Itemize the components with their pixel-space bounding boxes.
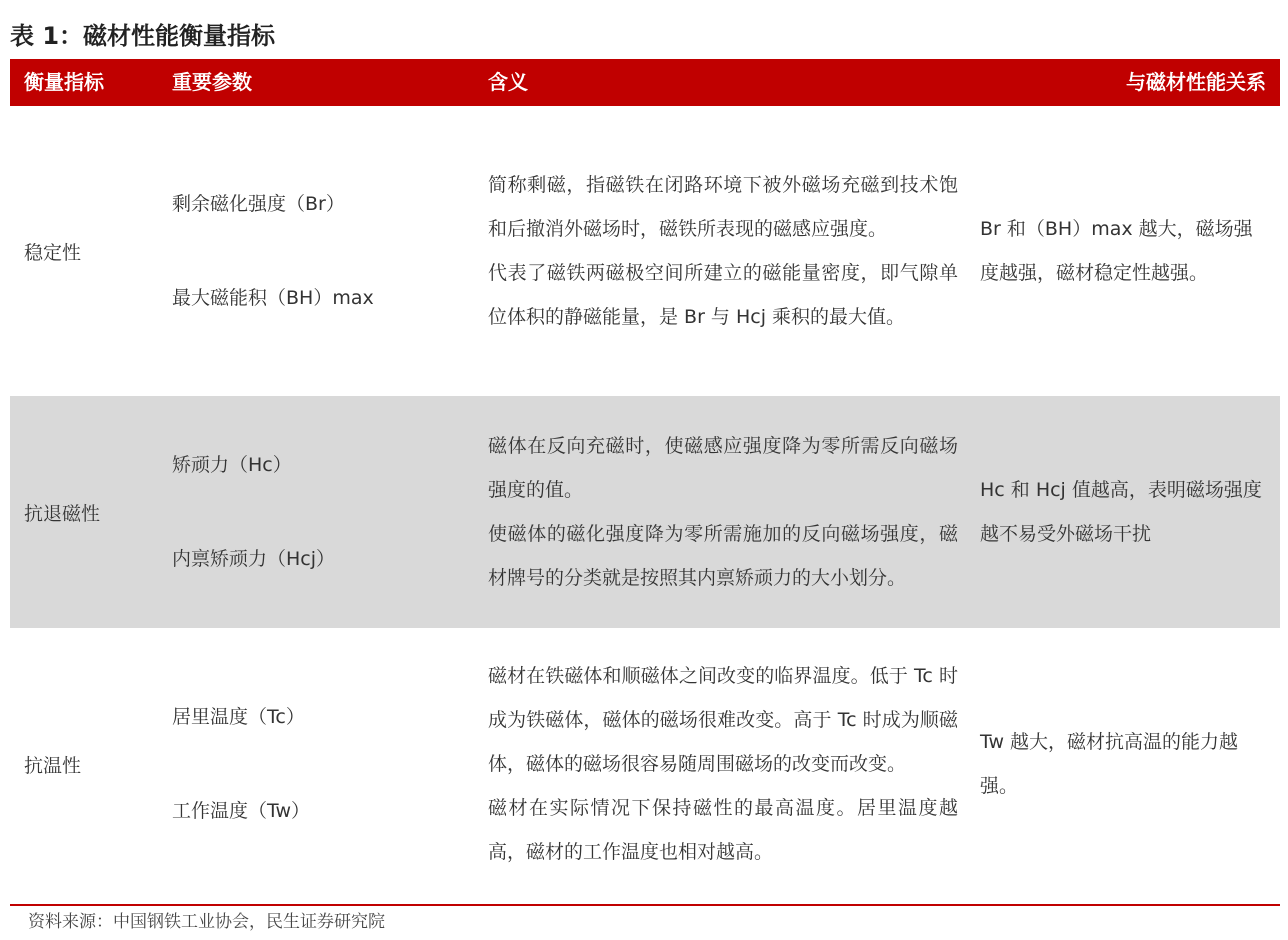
parameter-label: 居里温度（Tc） [172,706,305,728]
meaning-cell [488,106,958,396]
header-indicator: 衡量指标 [24,70,104,94]
source-note: 资料来源：中国钢铁工业协会，民生证券研究院 [28,912,385,932]
meaning-text: 简称剩磁，指磁铁在闭路环境下被外磁场充磁到技术饱和后撤消外磁场时，磁铁所表现的磁感应强度。 [488,174,958,240]
indicator-label: 抗退磁性 [24,502,101,525]
indicator-cell [24,628,164,900]
indicator-label: 稳定性 [24,241,82,264]
relation-text: Tw 越大，磁材抗高温的能力越强。 [980,731,1239,797]
relation-text: Hc 和 Hcj 值越高，表明磁场强度越不易受外磁场干扰 [980,479,1262,545]
report-page [10,0,1280,940]
parameter-label: 内禀矫顽力（Hcj） [172,548,336,570]
meaning-cell [488,628,958,900]
table-row-stability [10,106,1280,396]
relation-cell [980,396,1270,628]
meaning-cell [488,396,958,628]
parameters-cell [172,106,472,396]
header-meaning: 含义 [488,70,528,94]
meaning-text: 磁体在反向充磁时，使磁感应强度降为零所需反向磁场强度的值。 [488,435,958,501]
parameter-label: 工作温度（Tw） [172,800,311,822]
indicator-label: 抗温性 [24,754,82,777]
parameters-cell [172,628,472,900]
meaning-text: 代表了磁铁两磁极空间所建立的磁能量密度，即气隙单位体积的静磁能量，是 Br 与 Hcj 乘积的最大值。 [488,262,958,328]
metrics-table [10,59,1280,900]
table-bottom-rule [10,904,1280,906]
parameter-label: 最大磁能积（BH）max [172,287,374,309]
relation-cell [980,106,1270,396]
table-header [10,59,1280,106]
parameters-cell [172,396,472,628]
table-row-temperature-resistance [10,628,1280,900]
indicator-cell [24,106,164,396]
parameter-label: 剩余磁化强度（Br） [172,193,345,215]
meaning-text: 磁材在实际情况下保持磁性的最高温度。居里温度越高，磁材的工作温度也相对越高。 [488,797,958,863]
parameter-label: 矫顽力（Hc） [172,454,292,476]
relation-text: Br 和（BH）max 越大，磁场强度越强，磁材稳定性越强。 [980,218,1253,284]
table-row-demagnetization-resistance [10,396,1280,628]
table-title: 表 1：磁材性能衡量指标 [10,22,276,50]
indicator-cell [24,396,164,628]
meaning-text: 使磁体的磁化强度降为零所需施加的反向磁场强度，磁材牌号的分类就是按照其内禀矫顽力的大小划分。 [488,523,958,589]
header-parameters: 重要参数 [172,70,252,94]
header-relation: 与磁材性能关系 [1126,70,1266,94]
meaning-text: 磁材在铁磁体和顺磁体之间改变的临界温度。低于 Tc 时成为铁磁体，磁体的磁场很难改变。高于 Tc 时成为顺磁体，磁体的磁场很容易随周围磁场的改变而改变。 [488,665,958,775]
relation-cell [980,628,1270,900]
